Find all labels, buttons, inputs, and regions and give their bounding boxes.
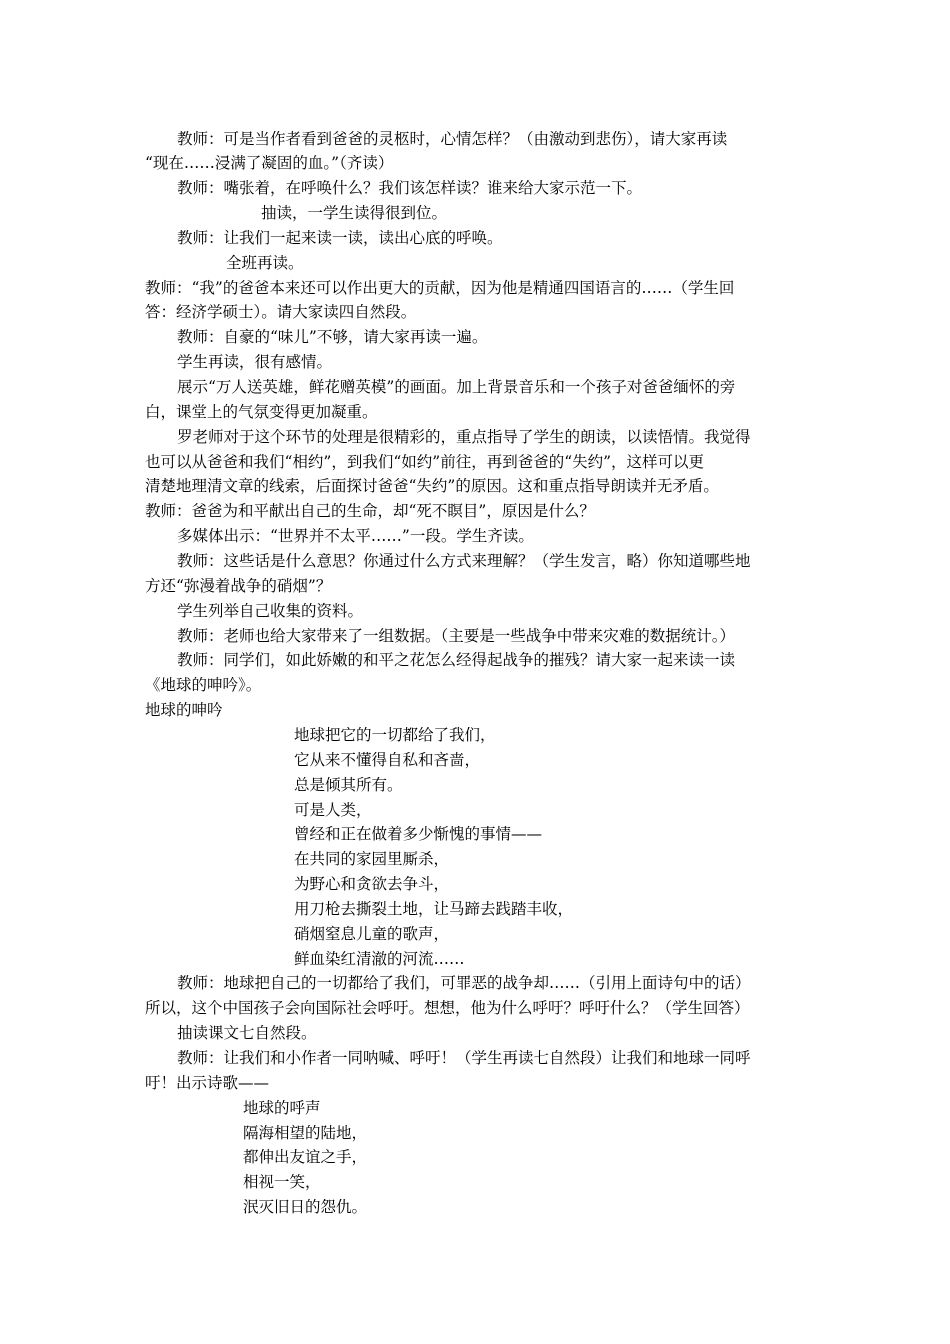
text-line: 教师：可是当作者看到爸爸的灵柩时，心情怎样？（由激动到悲伤），请大家再读 bbox=[177, 130, 728, 148]
poem-line: 相视一笑， bbox=[243, 1173, 321, 1191]
poem-line: 鲜血染红清澈的河流…… bbox=[294, 950, 465, 968]
text-line: 也可以从爸爸和我们“相约”，到我们“如约”前往，再到爸爸的“失约”，这样可以更 bbox=[145, 453, 705, 471]
text-line: 所以，这个中国孩子会向国际社会呼吁。想想，他为什么呼吁？呼吁什么？（学生回答） bbox=[145, 999, 750, 1017]
poem-line: 为野心和贪欲去争斗， bbox=[294, 875, 450, 893]
poem-line: 泯灭旧日的怨仇。 bbox=[243, 1198, 368, 1216]
text-line: 抽读，一学生读得很到位。 bbox=[261, 204, 448, 222]
poem-line: 地球把它的一切都给了我们， bbox=[294, 726, 496, 744]
text-line: 多媒体出示：“世界并不太平……”一段。学生齐读。 bbox=[177, 527, 534, 545]
text-line: 展示“万人送英雄，鲜花赠英模”的画面。加上背景音乐和一个孩子对爸爸缅怀的旁 bbox=[177, 378, 736, 396]
poem-line: 硝烟窒息儿童的歌声， bbox=[294, 925, 450, 943]
poem-line: 在共同的家园里厮杀， bbox=[294, 850, 450, 868]
text-line: 教师：同学们，如此娇嫩的和平之花怎么经得起战争的摧残？请大家一起来读一读 bbox=[177, 651, 736, 669]
text-line: 答：经济学硕士）。请大家读四自然段。 bbox=[145, 303, 417, 321]
text-line: 方还“弥漫着战争的硝烟”？ bbox=[145, 577, 332, 595]
text-line: 罗老师对于这个环节的处理是很精彩的，重点指导了学生的朗读，以读悟情。我觉得 bbox=[177, 428, 751, 446]
text-line: 教师：这些话是什么意思？你通过什么方式来理解？（学生发言，略）你知道哪些地 bbox=[177, 552, 751, 570]
poem-line: 总是倾其所有。 bbox=[294, 776, 403, 794]
text-line: 教师：让我们一起来读一读，读出心底的呼唤。 bbox=[177, 229, 503, 247]
text-line: 清楚地理清文章的线索，后面探讨爸爸“失约”的原因。这和重点指导朗读并无矛盾。 bbox=[145, 477, 719, 495]
poem-line: 它从来不懂得自私和吝啬， bbox=[294, 751, 481, 769]
text-line: 教师：嘴张着，在呼唤什么？我们该怎样读？谁来给大家示范一下。 bbox=[177, 179, 643, 197]
poem-title: 地球的呼声 bbox=[243, 1099, 321, 1117]
poem-line: 可是人类， bbox=[294, 801, 372, 819]
text-line: 教师：“我”的爸爸本来还可以作出更大的贡献，因为他是精通四国语言的……（学生回 bbox=[145, 279, 735, 297]
poem-line: 用刀枪去撕裂土地，让马蹄去践踏丰收， bbox=[294, 900, 574, 918]
text-line: 教师：爸爸为和平献出自己的生命，却“死不瞑目”，原因是什么？ bbox=[145, 502, 595, 520]
poem-title: 地球的呻吟 bbox=[145, 701, 223, 719]
text-line: 全班再读。 bbox=[226, 254, 304, 272]
text-line: 学生列举自己收集的资料。 bbox=[177, 602, 364, 620]
text-line: 教师：老师也给大家带来了一组数据。（主要是一些战争中带来灾难的数据统计。） bbox=[177, 627, 736, 645]
poem-line: 曾经和正在做着多少惭愧的事情—— bbox=[294, 825, 543, 843]
text-line: 白，课堂上的气氛变得更加凝重。 bbox=[145, 403, 378, 421]
text-line: “现在……浸满了凝固的血。”（齐读） bbox=[145, 154, 394, 172]
poem-line: 隔海相望的陆地， bbox=[243, 1124, 368, 1142]
text-line: 《地球的呻吟》。 bbox=[145, 676, 262, 694]
text-line: 教师：让我们和小作者一同呐喊、呼吁！（学生再读七自然段）让我们和地球一同呼 bbox=[177, 1049, 751, 1067]
text-line: 教师：地球把自己的一切都给了我们，可罪恶的战争却……（引用上面诗句中的话） bbox=[177, 974, 751, 992]
text-line: 学生再读，很有感情。 bbox=[177, 353, 333, 371]
text-line: 教师：自豪的“味儿”不够，请大家再读一遍。 bbox=[177, 328, 488, 346]
text-line: 抽读课文七自然段。 bbox=[177, 1024, 317, 1042]
text-line: 吁！出示诗歌—— bbox=[145, 1074, 270, 1092]
poem-line: 都伸出友谊之手， bbox=[243, 1148, 368, 1166]
